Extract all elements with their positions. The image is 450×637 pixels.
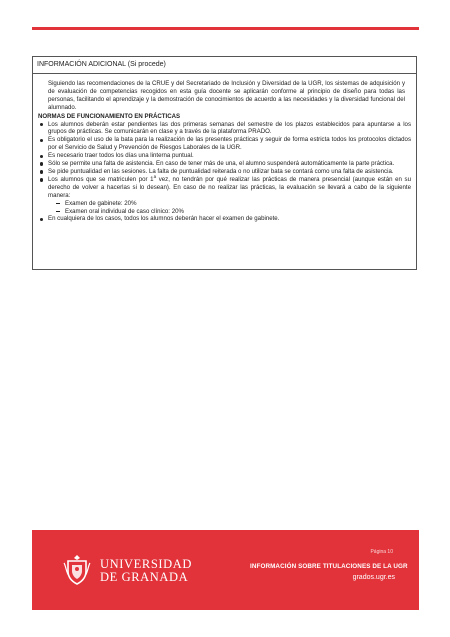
university-name-line1: UNIVERSIDAD — [100, 557, 193, 571]
evaluation-sublist — [48, 200, 411, 216]
additional-info-box — [32, 56, 417, 270]
rule-item-first-enrolment — [38, 173, 411, 216]
box-title: INFORMACIÓN ADICIONAL (Si procede) — [33, 57, 416, 74]
footer-banner — [32, 530, 419, 610]
degrees-info-title: INFORMACIÓN SOBRE TITULACIONES DE LA UGR — [250, 563, 408, 570]
top-red-rule — [32, 27, 419, 30]
rule-item: Es necesario traer todos los días una linterna puntual. — [38, 152, 411, 160]
rule-item: Sólo se permite una falta de asistencia. En caso de tener más de una, el alumno suspenderá automáticamente la parte práctica. — [38, 160, 411, 168]
sub-item: Examen oral individual de caso clínico: 20% — [56, 208, 411, 216]
university-name-line2: DE GRANADA — [100, 570, 189, 584]
rule-item: Es obligatorio el uso de la bata para la realización de las presentes prácticas y seguir de forma estricta todos los protocolos dictados por el Servicio de Salud y Prevención de Riesgos Laborales de la UGR. — [38, 136, 411, 152]
box-body — [33, 74, 416, 223]
rules-list — [38, 121, 411, 224]
degrees-url[interactable]: grados.ugr.es — [352, 574, 395, 581]
rule-item: Se pide puntualidad en las sesiones. La falta de puntualidad reiterada o no utilizar bata se contará como una falta de asistencia. — [38, 168, 411, 176]
page-number: Página 10 — [370, 549, 393, 555]
rules-heading: NORMAS DE FUNCIONAMIENTO EN PRÁCTICAS — [38, 112, 181, 120]
rule-text: Los alumnos que se matriculen por 1 — [48, 175, 154, 183]
rule-item: Los alumnos deberán estar pendientes las dos primeras semanas del semestre de los plazos establecidos para apuntarse a los grupos de prácticas. Se comunicarán en clase y a través de la plataforma PRADO. — [38, 121, 411, 137]
rule-item: En cualquiera de los casos, todos los alumnos deberán hacer el examen de gabinete. — [38, 215, 411, 223]
university-crest-icon — [62, 554, 92, 586]
ordinal-superscript: a — [153, 173, 157, 179]
sub-item: Examen de gabinete: 20% — [56, 200, 411, 208]
rule-text: vez, no tendrán por qué realizar las prácticas de manera presencial (aunque están en su derecho de volver a hacerlas si lo desean). En caso de no realizar las prácticas, la evaluación se llevará a cabo de la siguiente manera: — [48, 175, 411, 199]
intro-paragraph: Siguiendo las recomendaciones de la CRUE y del Secretariado de Inclusión y Diversidad de la UGR, los sistemas de adquisición y de evaluación de competencias recogidos en esta guía docente se aplicarán conforme al principio de diseño para todas las personas, facilitando el aprendizaje y la demostración de conocimientos de acuerdo a las necesidades y la diversidad funcional del alumnado. — [48, 80, 405, 111]
